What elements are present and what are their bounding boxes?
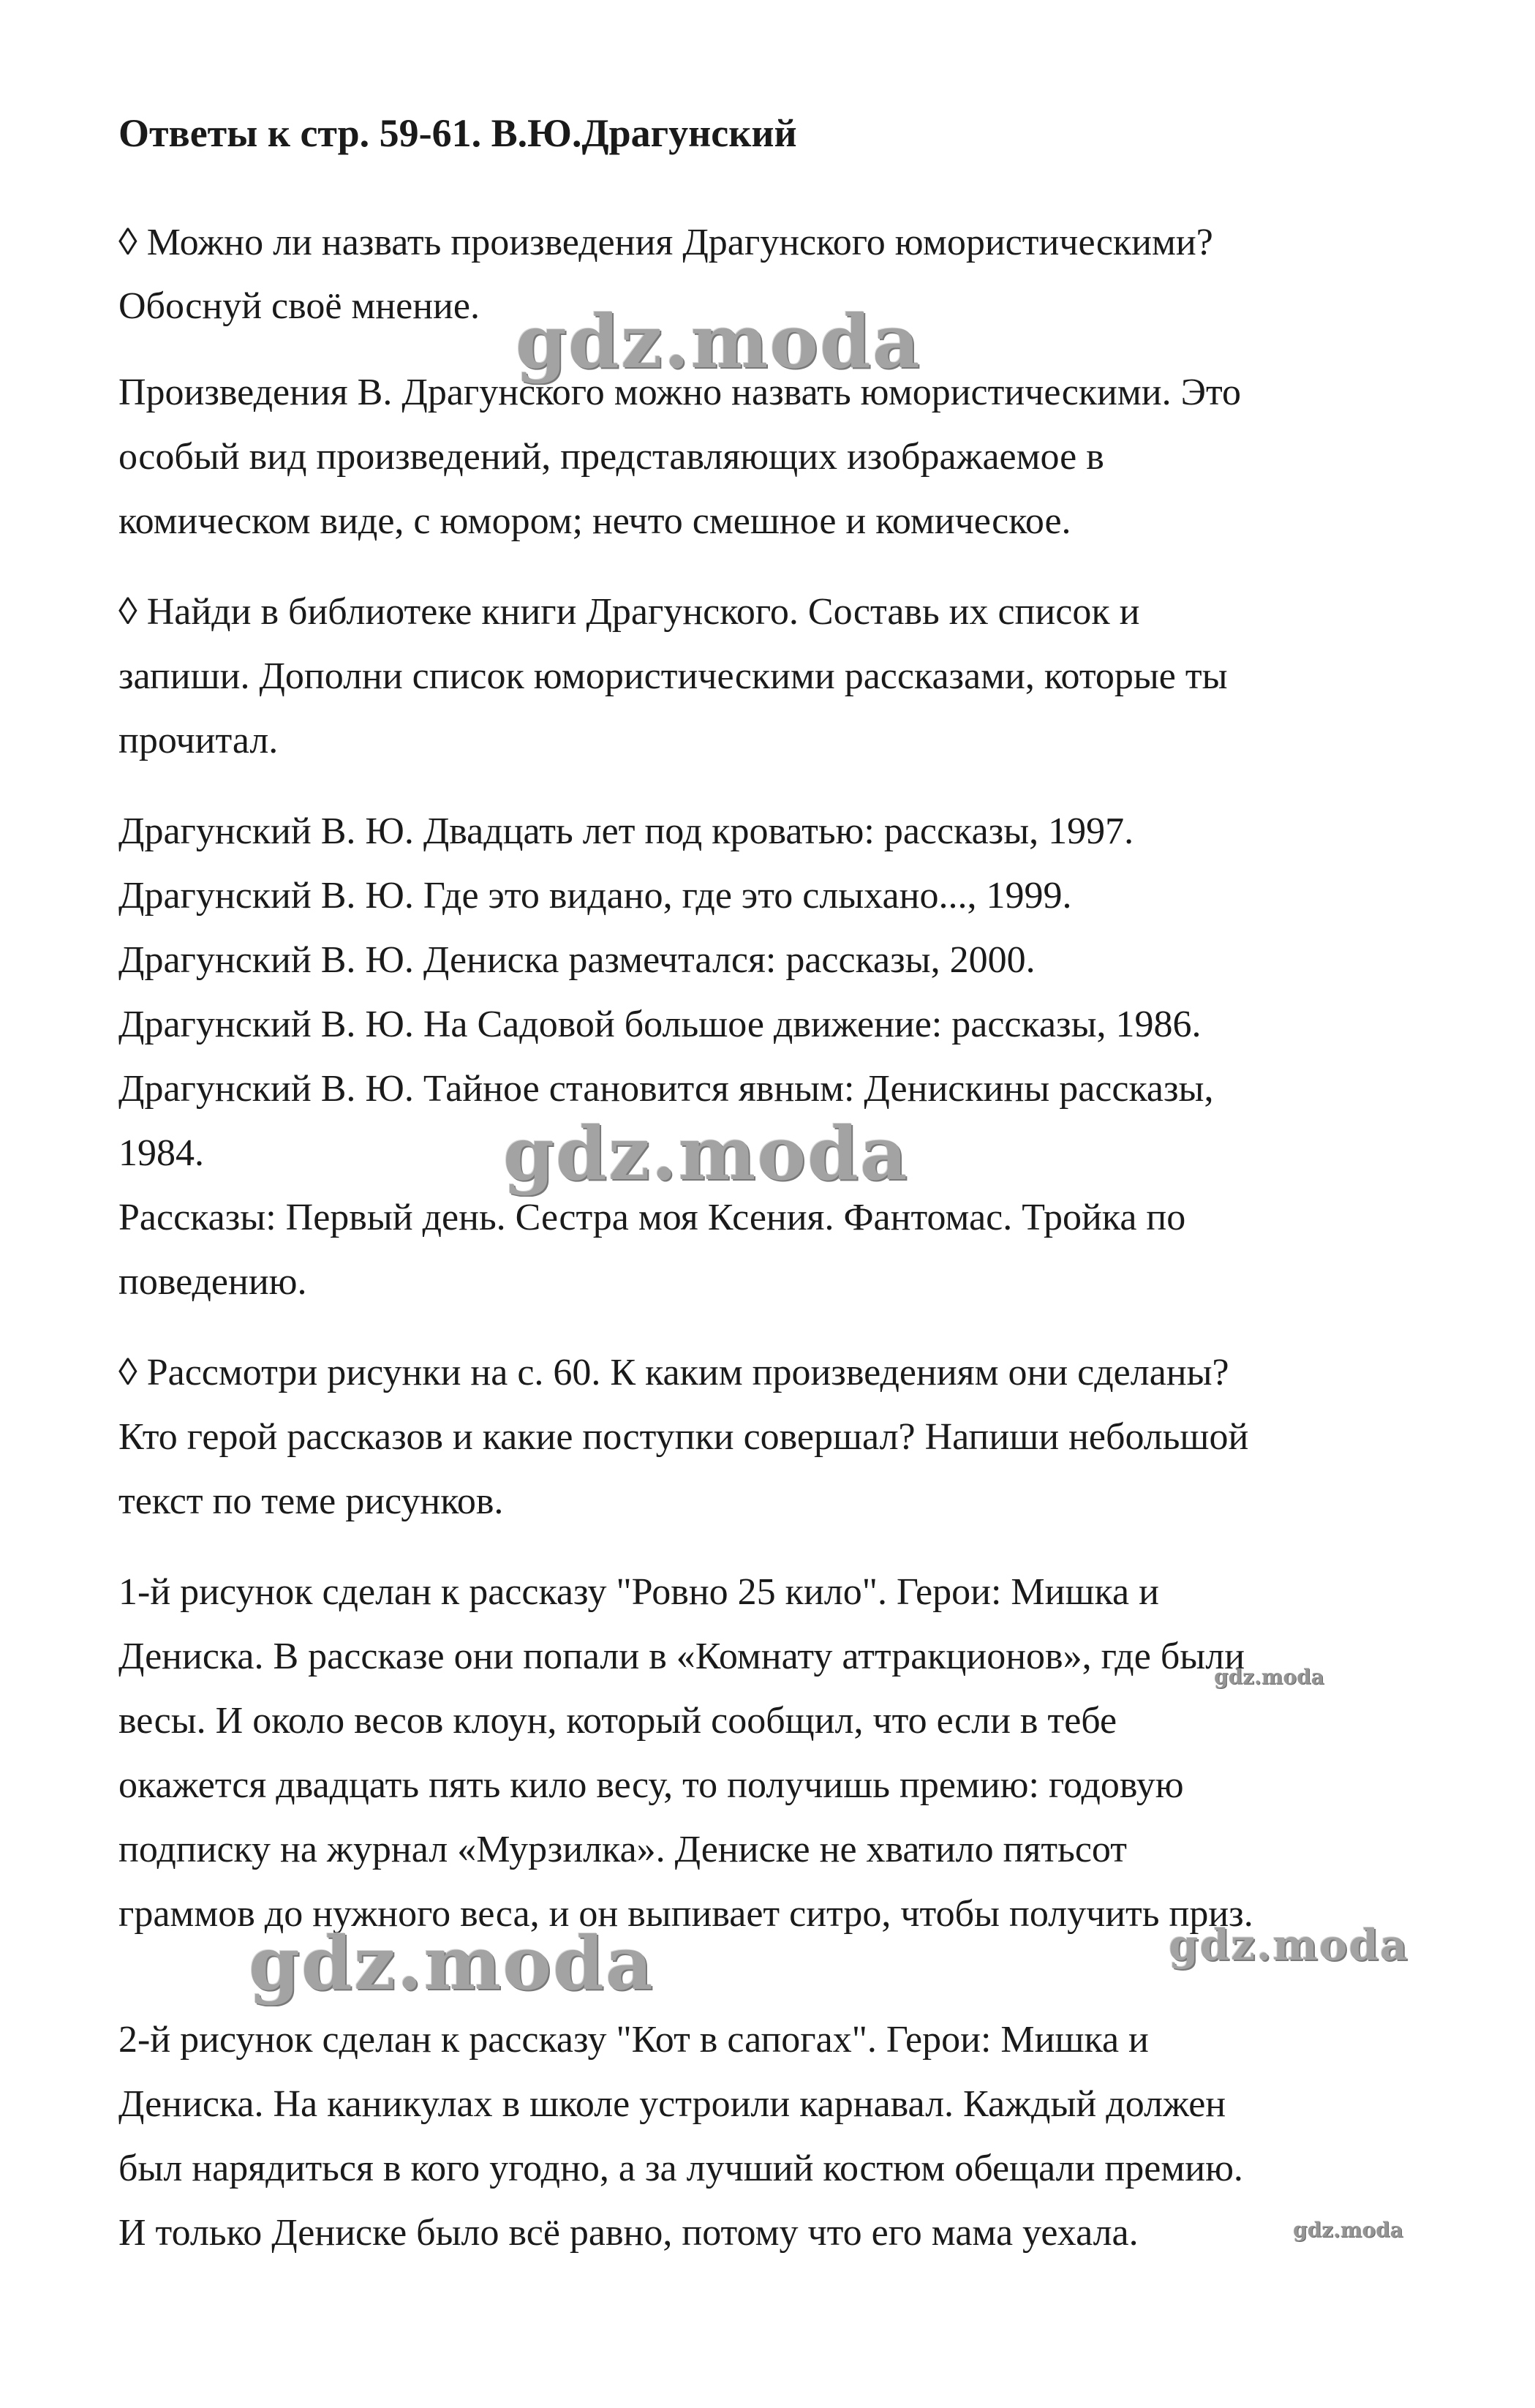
watermark-logo: gdz.moda <box>503 1110 909 1197</box>
answer-3-para-1-line: подписку на журнал «Мурзилка». Дениске не хватило пятьсот <box>118 1829 1127 1870</box>
book-list-item: Драгунский В. Ю. Дениска размечтался: рассказы, 2000. <box>118 939 1036 981</box>
book-list-item: 1984. <box>118 1132 204 1174</box>
question-1-line-2: Обоснуй своё мнение. <box>118 285 480 327</box>
answer-1-line-1: Произведения В. Драгунского можно назвать юмористическими. Это <box>118 372 1241 413</box>
watermark-logo: gdz.moda <box>249 1920 655 2006</box>
page-title: Ответы к стр. 59-61. В.Ю.Драгунский <box>118 111 797 155</box>
answer-3-para-1-line: окажется двадцать пять кило весу, то получишь премию: годовую <box>118 1764 1184 1806</box>
answer-1-line-2: особый вид произведений, представляющих изображаемое в <box>118 436 1104 478</box>
question-2-line-1: ◊ Найди в библиотеке книги Драгунского. Составь их список и <box>118 591 1140 633</box>
answer-3-para-1-line: Дениска. В рассказе они попали в «Комнату аттракционов», где были <box>118 1636 1245 1677</box>
question-1-line-1: ◊ Можно ли назвать произведения Драгунского юмористическими? <box>118 222 1213 263</box>
book-list-item: Драгунский В. Ю. Где это видано, где это слыхано..., 1999. <box>118 875 1072 917</box>
answer-3-para-1-line: 1-й рисунок сделан к рассказу "Ровно 25 кило". Герои: Мишка и <box>118 1571 1159 1613</box>
question-3-line-1: ◊ Рассмотри рисунки на с. 60. К каким произведениям они сделаны? <box>118 1352 1229 1393</box>
answer-3-para-2-line: 2-й рисунок сделан к рассказу "Кот в сапогах". Герои: Мишка и <box>118 2019 1149 2061</box>
answer-3-para-2-line: И только Дениске было всё равно, потому что его мама уехала. <box>118 2212 1139 2254</box>
answer-3-para-2-line: Дениска. На каникулах в школе устроили карнавал. Каждый должен <box>118 2083 1226 2125</box>
watermark-logo: gdz.moda <box>1169 1920 1409 1970</box>
watermark-logo: gdz.moda <box>516 298 921 385</box>
answer-3-para-1-line: весы. И около весов клоун, который сообщил, что если в тебе <box>118 1700 1117 1742</box>
question-3-line-2: Кто герой рассказов и какие поступки совершал? Напиши небольшой <box>118 1416 1249 1458</box>
watermark-logo: gdz.moda <box>1293 2218 1403 2242</box>
book-list-item: Драгунский В. Ю. Тайное становится явным: Денискины рассказы, <box>118 1068 1214 1110</box>
book-list-item: Драгунский В. Ю. На Садовой большое движение: рассказы, 1986. <box>118 1004 1202 1045</box>
watermark-logo: gdz.moda <box>1214 1665 1324 1689</box>
book-list-item: Драгунский В. Ю. Двадцать лет под кроватью: рассказы, 1997. <box>118 810 1134 852</box>
question-3-line-3: текст по теме рисунков. <box>118 1480 504 1522</box>
question-2-line-3: прочитал. <box>118 720 279 761</box>
answer-1-line-3: комическом виде, с юмором; нечто смешное и комическое. <box>118 500 1071 542</box>
question-2-line-2: запиши. Дополни список юмористическими рассказами, которые ты <box>118 655 1228 697</box>
stories-list-line-2: поведению. <box>118 1261 307 1303</box>
stories-list-line-1: Рассказы: Первый день. Сестра моя Ксения. Фантомас. Тройка по <box>118 1197 1186 1238</box>
answer-3-para-1-line: граммов до нужного веса, и он выпивает ситро, чтобы получить приз. <box>118 1893 1253 1935</box>
answer-3-para-2-line: был нарядиться в кого угодно, а за лучший костюм обещали премию. <box>118 2148 1243 2189</box>
